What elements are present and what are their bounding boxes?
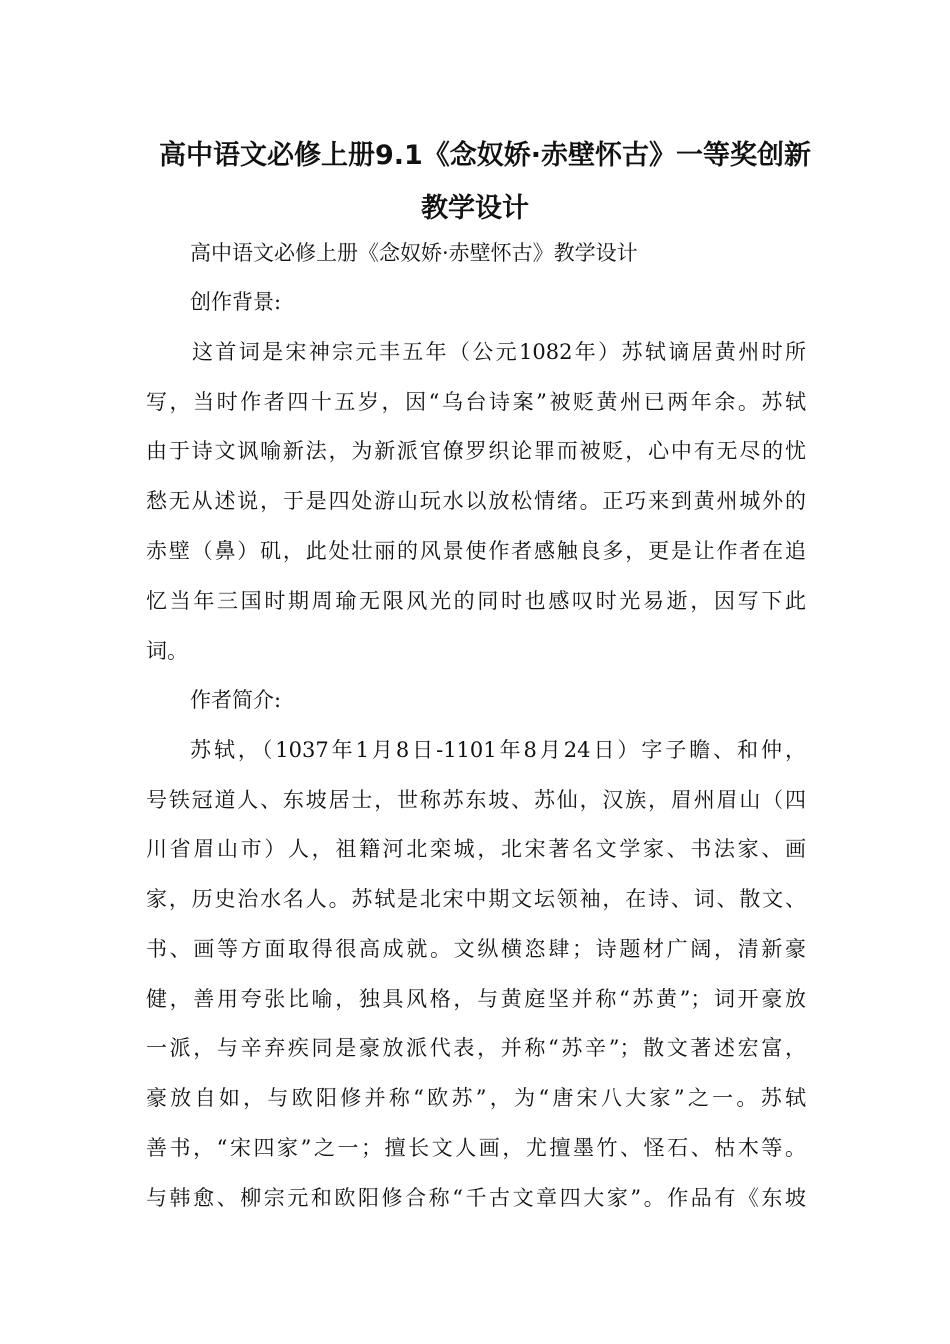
paragraph-line: 善书，“宋四家”之一；擅长文人画，尤擅墨竹、怪石、枯木等。 (146, 1136, 806, 1160)
document-title-line-1: 高中语文必修上册9.1《念奴娇·赤壁怀古》一等奖创新 (158, 140, 812, 171)
paragraph-line: 由于诗文讽喻新法，为新派官僚罗织论罪而被贬，心中有无尽的忧 (146, 439, 806, 463)
paragraph-line: 苏轼，（1037年1月8日-1101年8月24日）字子瞻、和仲， (190, 738, 806, 762)
paragraph-line: 这首词是宋神宗元丰五年（公元1082年）苏轼谪居黄州时所 (192, 340, 806, 364)
paragraph-line: 词。 (146, 639, 188, 663)
paragraph-line: 写，当时作者四十五岁，因“乌台诗案”被贬黄州已两年余。苏轼 (146, 390, 806, 414)
paragraph-line: 书、画等方面取得很高成就。文纵横恣肆；诗题材广阔，清新豪 (146, 937, 806, 961)
paragraph-line: 川省眉山市）人，祖籍河北栾城，北宋著名文学家、书法家、画 (146, 837, 806, 861)
document-title-line-2: 教学设计 (421, 193, 529, 224)
paragraph-line: 愁无从述说，于是四处游山玩水以放松情绪。正巧来到黄州城外的 (146, 489, 806, 513)
section-heading-author: 作者简介: (190, 688, 282, 712)
paragraph-line: 家，历史治水名人。苏轼是北宋中期文坛领袖，在诗、词、散文、 (146, 887, 806, 911)
paragraph-line: 豪放自如，与欧阳修并称“欧苏”，为“唐宋八大家”之一。苏轼 (146, 1086, 806, 1110)
paragraph-line: 与韩愈、柳宗元和欧阳修合称“千古文章四大家”。作品有《东坡 (146, 1186, 806, 1210)
paragraph-line: 赤壁（鼻）矶，此处壮丽的风景使作者感触良多，更是让作者在追 (146, 539, 806, 563)
paragraph-line: 忆当年三国时期周瑜无限风光的同时也感叹时光易逝，因写下此 (146, 589, 806, 613)
paragraph-line: 健，善用夸张比喻，独具风格，与黄庭坚并称“苏黄”；词开豪放 (146, 987, 806, 1011)
section-heading-background: 创作背景: (190, 290, 282, 314)
paragraph-line: 号铁冠道人、东坡居士，世称苏东坡、苏仙，汉族，眉州眉山（四 (146, 788, 806, 812)
subtitle: 高中语文必修上册《念奴娇·赤壁怀古》教学设计 (190, 241, 638, 265)
paragraph-line: 一派，与辛弃疾同是豪放派代表，并称“苏辛”；散文著述宏富， (146, 1036, 806, 1060)
